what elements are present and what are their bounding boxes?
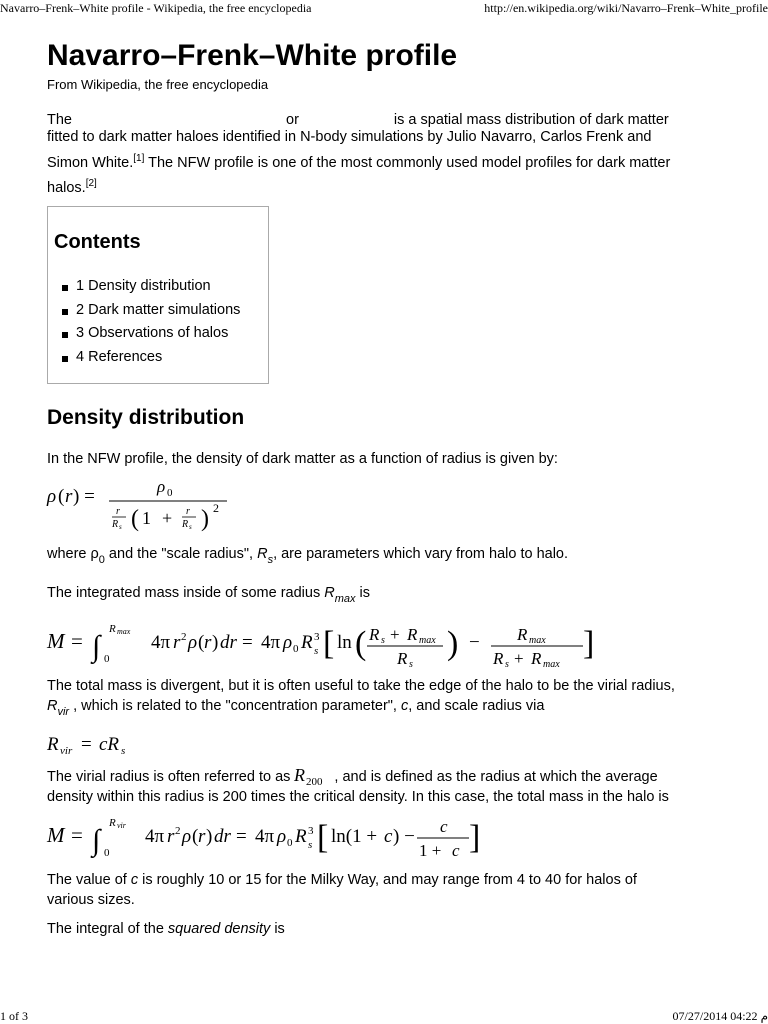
page-title: Navarro–Frenk–White profile [47, 39, 458, 72]
tagline: From Wikipedia, the free encyclopedia [47, 77, 269, 92]
svg-text:(: ( [355, 625, 367, 662]
svg-text:s: s [121, 745, 126, 757]
toc-item-density-distribution[interactable]: 1 Density distribution [76, 275, 268, 299]
svg-text:): ) [447, 625, 459, 662]
text: and the "scale radius", [104, 546, 258, 562]
svg-text:(: ( [198, 632, 205, 653]
intro-text: The NFW profile is one of the most commonly used model profiles for dark matter [144, 154, 671, 171]
intro-text: halos. [47, 179, 86, 196]
svg-text:s: s [308, 839, 313, 851]
svg-text:r: r [198, 826, 206, 847]
table-of-contents [47, 206, 269, 384]
intro-text: Simon White. [47, 154, 134, 171]
svg-text:=: = [81, 734, 92, 755]
total-mass-formula-image [47, 810, 487, 862]
svg-text:max: max [529, 635, 546, 646]
section-heading: Density distribution [47, 406, 245, 429]
svg-text:4π: 4π [261, 632, 281, 653]
intro-line-2: fitted to dark matter haloes identified in N-body simulations by Julio Navarro, Carlos Frenk and [47, 129, 652, 145]
svg-text:M: M [47, 823, 65, 847]
virial-radius-formula-image [47, 732, 147, 758]
svg-text:]: ] [469, 819, 481, 856]
text: , are parameters which vary from halo to halo. [273, 546, 569, 562]
svg-text:r: r [167, 826, 175, 847]
integrated-mass-formula-image [47, 616, 595, 670]
svg-text:max: max [419, 635, 436, 646]
svg-text:R: R [47, 734, 59, 755]
paragraph-concentration [47, 870, 727, 910]
svg-text:R: R [397, 649, 408, 668]
svg-text:ln(1 +: ln(1 + [331, 826, 378, 847]
svg-text:=: = [71, 823, 83, 847]
intro-word-the: The [47, 112, 72, 128]
text: density within this radius is 200 times the critical density. In this case, the total mass in the halo is [47, 789, 669, 805]
integrated-mass-formula [47, 616, 595, 673]
variable-c: c [130, 872, 139, 888]
svg-text:+: + [514, 649, 524, 668]
svg-text:(: ( [131, 506, 139, 532]
svg-text:c: c [452, 841, 460, 860]
svg-text:r: r [116, 506, 120, 517]
svg-text:1: 1 [142, 508, 151, 528]
text: various sizes. [47, 892, 135, 908]
svg-text:=: = [71, 629, 83, 653]
virial-radius-formula [47, 732, 147, 763]
toc-item-references[interactable]: 4 References [76, 346, 268, 370]
text: The integrated mass inside of some radius [47, 585, 325, 601]
paragraph-integrated-mass [47, 583, 370, 609]
svg-text:1 +: 1 + [419, 841, 442, 860]
intro-word-or: or [286, 112, 299, 128]
svg-text:vir: vir [60, 745, 73, 757]
svg-text:) =: ) = [73, 486, 95, 507]
intro-paragraph [47, 110, 727, 198]
svg-text:s: s [189, 523, 192, 531]
svg-text:ρ: ρ [47, 486, 57, 507]
text: , and scale radius via [408, 698, 545, 714]
variable-r: R [257, 546, 268, 562]
variable-r: R [324, 585, 335, 601]
subscript: vir [57, 706, 70, 718]
subscript: max [334, 593, 356, 605]
svg-text:(: ( [58, 486, 65, 507]
svg-text:3: 3 [308, 825, 314, 837]
svg-text:s: s [381, 635, 385, 646]
svg-text:+: + [390, 625, 400, 644]
svg-text:∫: ∫ [92, 630, 101, 663]
svg-text:) −: ) − [393, 826, 415, 847]
svg-text:): ) [206, 826, 213, 847]
svg-text:ln: ln [337, 632, 352, 653]
nfw-density-formula [47, 474, 247, 541]
svg-text:0: 0 [104, 653, 110, 665]
svg-text:R: R [493, 649, 504, 668]
svg-text:0: 0 [167, 487, 173, 499]
svg-text:[: [ [323, 625, 335, 662]
svg-text:): ) [201, 506, 209, 532]
svg-text:M: M [47, 629, 65, 653]
svg-text:[: [ [317, 819, 329, 856]
svg-text:R: R [112, 519, 119, 530]
svg-text:]: ] [583, 625, 595, 662]
paragraph-parameters [47, 544, 568, 570]
paragraph-density: In the NFW profile, the density of dark matter as a function of radius is given by: [47, 451, 558, 467]
svg-text:dr: dr [220, 632, 237, 653]
svg-text:3: 3 [314, 631, 320, 643]
intro-line-4 [47, 174, 727, 198]
text: The total mass is divergent, but it is often useful to take the edge of the halo to be the virial radius, [47, 678, 675, 694]
svg-text:0: 0 [287, 837, 293, 849]
nfw-density-formula-image [47, 474, 247, 536]
toc-title: Contents [54, 231, 141, 253]
intro-text: is a spatial mass distribution of dark matter [393, 112, 669, 128]
svg-text:r: r [204, 632, 212, 653]
svg-text:ρ: ρ [283, 632, 293, 653]
reference-link-2[interactable]: [2] [85, 177, 97, 189]
svg-text:4π: 4π [145, 826, 165, 847]
svg-text:0: 0 [104, 847, 110, 859]
text: The value of [47, 872, 131, 888]
svg-text:R: R [301, 632, 313, 653]
text: where ρ [47, 546, 99, 562]
text: , and is defined as the radius at which the average [334, 769, 658, 785]
r200-symbol [294, 766, 334, 786]
svg-text:cR: cR [99, 734, 120, 755]
svg-text:∫: ∫ [92, 824, 101, 857]
total-mass-formula [47, 810, 487, 867]
svg-text:R: R [517, 625, 528, 644]
paragraph-total-mass [47, 676, 727, 722]
text: is roughly 10 or 15 for the Milky Way, and may range from 4 to 40 for halos of [138, 872, 637, 888]
svg-text:−: − [469, 632, 480, 653]
svg-text:200: 200 [306, 776, 323, 788]
svg-text:r: r [186, 506, 190, 517]
svg-text:ρ: ρ [182, 826, 192, 847]
svg-text:R: R [109, 817, 116, 829]
svg-text:ρ: ρ [188, 632, 198, 653]
svg-text:0: 0 [293, 643, 299, 655]
svg-text:+: + [162, 508, 173, 528]
svg-text:max: max [117, 627, 131, 636]
svg-text:2: 2 [181, 631, 187, 643]
svg-text:4π: 4π [255, 826, 275, 847]
svg-text:R: R [531, 649, 542, 668]
subscript: 0 [98, 554, 105, 566]
svg-text:R: R [294, 765, 306, 785]
svg-text:2: 2 [175, 825, 181, 837]
svg-text:4π: 4π [151, 632, 171, 653]
text: is [355, 585, 371, 601]
text: is [270, 921, 285, 937]
intro-line-3 [47, 149, 727, 173]
svg-text:s: s [314, 645, 319, 657]
text: , which is related to the "concentration parameter", [69, 698, 401, 714]
page-counter: 1 of 3 [0, 1009, 28, 1023]
toc-list [54, 275, 268, 369]
browser-page-title: Navarro–Frenk–White profile - Wikipedia, the free encyclopedia [0, 1, 312, 15]
svg-text:dr: dr [214, 826, 231, 847]
svg-text:R: R [109, 623, 116, 635]
svg-text:vir: vir [117, 821, 126, 830]
paragraph-squared-density [47, 919, 285, 939]
svg-text:c: c [440, 817, 448, 836]
emphasis-text: squared density [167, 921, 271, 937]
svg-text:=: = [236, 826, 247, 847]
toc-item-observations-of-halos[interactable]: 3 Observations of halos [76, 322, 268, 346]
svg-text:R: R [295, 826, 307, 847]
svg-text:R: R [407, 625, 418, 644]
svg-text:R: R [369, 625, 380, 644]
svg-text:=: = [242, 632, 253, 653]
svg-text:r: r [173, 632, 181, 653]
svg-text:(: ( [192, 826, 199, 847]
print-datetime: 07/27/2014 04:22 م [672, 1009, 768, 1023]
variable-r: R [47, 698, 58, 714]
svg-text:): ) [212, 632, 219, 653]
svg-text:r: r [65, 486, 73, 507]
text: The virial radius is often referred to as [47, 769, 295, 785]
svg-text:c: c [384, 826, 393, 847]
svg-text:ρ: ρ [277, 826, 287, 847]
paragraph-virial [47, 766, 727, 807]
svg-text:s: s [409, 659, 413, 670]
svg-text:s: s [505, 659, 509, 670]
variable-c: c [400, 698, 409, 714]
svg-text:2: 2 [213, 501, 219, 515]
toc-item-dark-matter-simulations[interactable]: 2 Dark matter simulations [76, 299, 268, 323]
text: The integral of the [47, 921, 168, 937]
browser-url: http://en.wikipedia.org/wiki/Navarro–Frenk–White_profile [484, 1, 768, 15]
svg-text:ρ: ρ [157, 477, 166, 496]
svg-text:R: R [182, 519, 189, 530]
reference-link-1[interactable]: [1] [133, 153, 145, 164]
subscript: s [267, 554, 274, 566]
svg-text:max: max [543, 659, 560, 670]
svg-text:s: s [119, 523, 122, 531]
